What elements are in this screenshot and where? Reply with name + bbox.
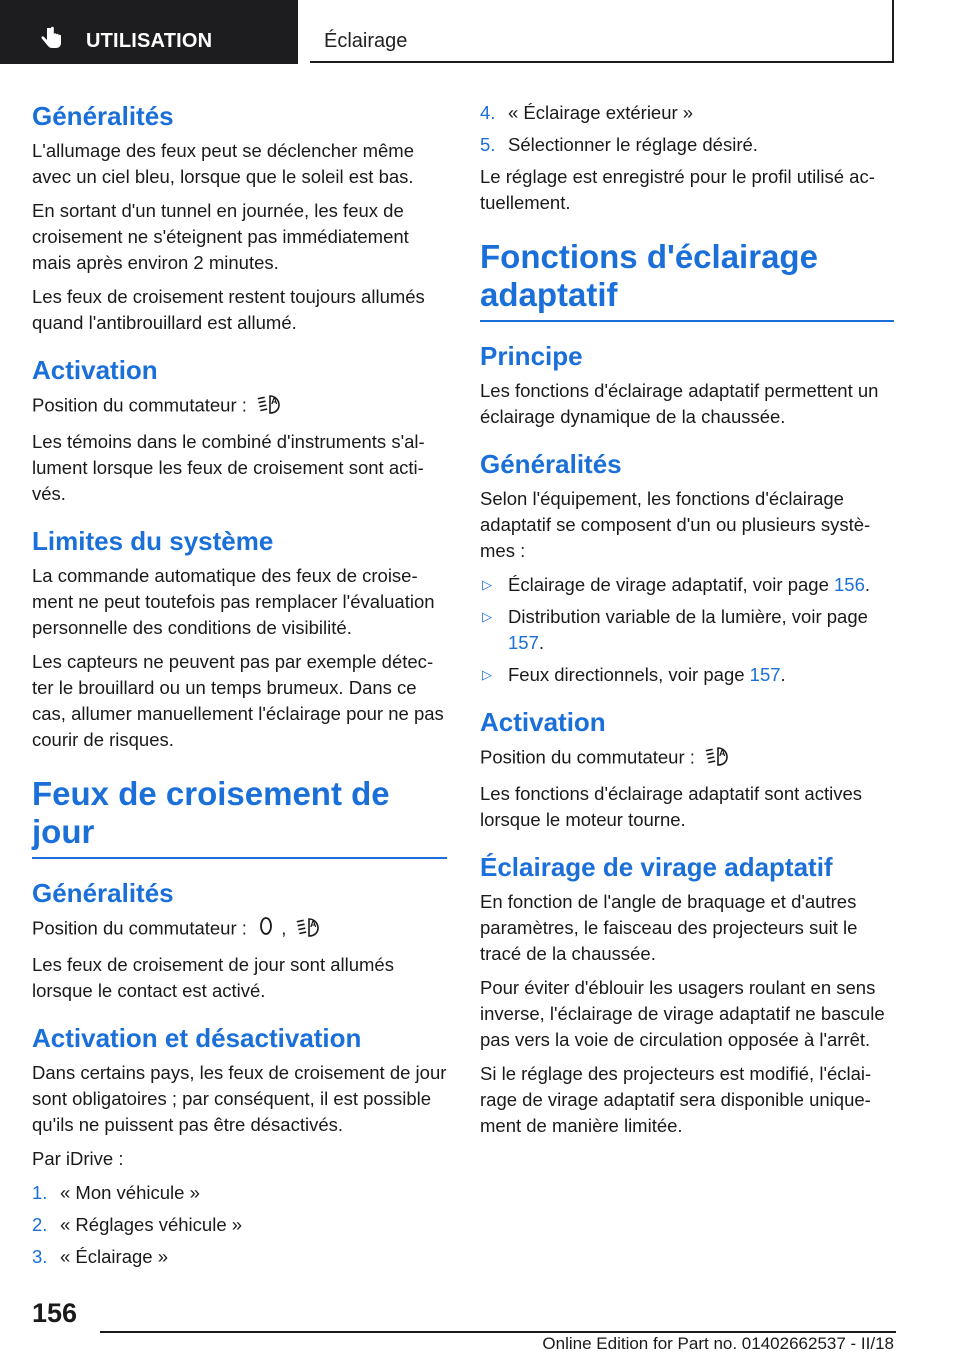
paragraph: Le réglage est enregistré pour le profil utilisé actuellement. [480, 166, 875, 213]
switch-position-label: Position du commutateur : [32, 917, 247, 939]
paragraph: Dans certains pays, les feux de croisement de jour sont obligatoires ; par conséquent, il est possible qu'ils ne puissent pas être désactivés. [32, 1062, 447, 1135]
left-column [32, 100, 447, 1276]
list-number: 1. [32, 1182, 48, 1203]
list-text: Feux directionnels, voir page [508, 664, 745, 685]
section-tab [0, 0, 298, 64]
list-item [32, 1212, 447, 1238]
paragraph: Les témoins dans le combiné d'instruments s'allument lorsque les feux de croisement sont activés. [32, 431, 425, 504]
paragraph: Par iDrive : [32, 1148, 124, 1169]
paragraph: En fonction de l'angle de braquage et d'autres paramètres, le faisceau des projecteurs suit le tracé de la chaussée. [480, 891, 858, 964]
heading-generalites-2: Généralités [32, 878, 174, 908]
paragraph: En sortant d'un tunnel en journée, les feux de croisement ne s'éteignent pas immédiatement mais après environ 2 minutes. [32, 200, 409, 273]
heading-activation: Activation [480, 707, 606, 737]
paragraph: Selon l'équipement, les fonctions d'éclairage adaptatif se composent d'un ou plusieurs systèmes : [480, 488, 871, 561]
switch-position-line [32, 915, 447, 944]
list-end: . [864, 574, 871, 595]
list-item [480, 604, 894, 656]
paragraph: Les fonctions d'éclairage adaptatif sont actives lorsque le moteur tourne. [480, 783, 862, 830]
paragraph: Les feux de croisement de jour sont allumés lorsque le contact est activé. [32, 954, 394, 1001]
list-text: Éclairage de virage adaptatif, voir page [508, 574, 829, 595]
heading-principe: Principe [480, 341, 583, 371]
bullet-triangle-icon: ▷ [482, 577, 492, 592]
heading-feux-jour: Feux de croisement de jour [32, 775, 447, 859]
switch-position-line [32, 392, 447, 421]
list-text: « Mon véhicule » [60, 1182, 200, 1203]
footer-divider [100, 1331, 896, 1333]
list-number: 2. [32, 1214, 48, 1235]
section-title: UTILISATION [86, 30, 213, 52]
list-text: Distribution variable de la lumière, voir page [508, 606, 868, 627]
list-number: 5. [480, 134, 496, 155]
list-number: 3. [32, 1246, 48, 1267]
paragraph: Les capteurs ne peuvent pas par exemple détecter le brouillard ou un temps brumeux. Dans ce cas, allumer manuellement l'éclairage pour ne pas courir de risques. [32, 651, 444, 750]
heading-generalites: Généralités [32, 101, 174, 131]
list-item [32, 1244, 447, 1270]
heading-activation: Activation [32, 355, 158, 385]
switch-position-label: Position du commutateur : [480, 746, 695, 768]
list-end: . [780, 664, 786, 685]
svg-text:A: A [310, 919, 317, 929]
comma: , [281, 917, 287, 939]
chapter-tab [310, 0, 894, 63]
paragraph: Les fonctions d'éclairage adaptatif permettent un éclairage dynamique de la chaussée. [480, 380, 879, 427]
footer-edition: Online Edition for Part no. 01402662537 - II/18 [542, 1334, 894, 1353]
list-text: « Éclairage » [60, 1246, 168, 1267]
chapter-title: Éclairage [324, 30, 408, 52]
heading-fonctions-adaptatif: Fonctions d'éclairage adaptatif [480, 238, 894, 322]
list-item [480, 572, 894, 598]
bullet-triangle-icon: ▷ [482, 609, 492, 624]
svg-text:A: A [271, 396, 278, 406]
list-text: Sélectionner le réglage désiré. [508, 134, 758, 155]
paragraph: L'allumage des feux peut se déclencher même avec un ciel bleu, lorsque que le soleil est bas. [32, 140, 414, 187]
automatic-headlight-switch-icon [256, 392, 282, 421]
list-item [480, 132, 894, 158]
switch-position-line [480, 744, 894, 773]
list-item [480, 662, 894, 688]
paragraph: Les feux de croisement restent toujours allumés quand l'antibrouillard est allumé. [32, 286, 425, 333]
heading-activation-desactivation: Activation et désactivation [32, 1023, 362, 1053]
heading-virage-adaptatif: Éclairage de virage adaptatif [480, 852, 833, 882]
heading-limites: Limites du système [32, 526, 274, 556]
page-link[interactable]: 156 [834, 574, 865, 595]
paragraph: La commande automatique des feux de croisement ne peut toutefois pas remplacer l'évaluation personnelle des conditions de visibilité. [32, 565, 435, 638]
svg-text:A: A [719, 748, 726, 758]
light-switch-off-icon [256, 915, 276, 944]
list-text: « Éclairage extérieur » [508, 102, 694, 123]
list-item [480, 100, 894, 126]
list-text: « Réglages véhicule » [60, 1214, 243, 1235]
paragraph: Pour éviter d'éblouir les usagers roulant en sens inverse, l'éclairage de virage adaptatif ne bascule pas vers la voie de circulation opposée à l'arrêt. [480, 977, 885, 1050]
automatic-headlight-switch-icon [704, 744, 730, 773]
list-number: 4. [480, 102, 496, 123]
switch-position-label: Position du commutateur : [32, 394, 247, 416]
right-column [480, 100, 894, 1147]
heading-generalites: Généralités [480, 449, 622, 479]
list-item [32, 1180, 447, 1206]
paragraph: Si le réglage des projecteurs est modifié, l'éclairage de virage adaptatif sera disponible uniquement de manière limitée. [480, 1063, 872, 1136]
hand-pointer-icon [38, 26, 64, 57]
list-end: . [538, 632, 545, 653]
bullet-triangle-icon: ▷ [482, 667, 492, 682]
page-link[interactable]: 157 [508, 632, 539, 653]
page-number: 156 [32, 1298, 78, 1328]
page-link[interactable]: 157 [749, 664, 781, 685]
automatic-headlight-switch-icon [295, 915, 321, 944]
